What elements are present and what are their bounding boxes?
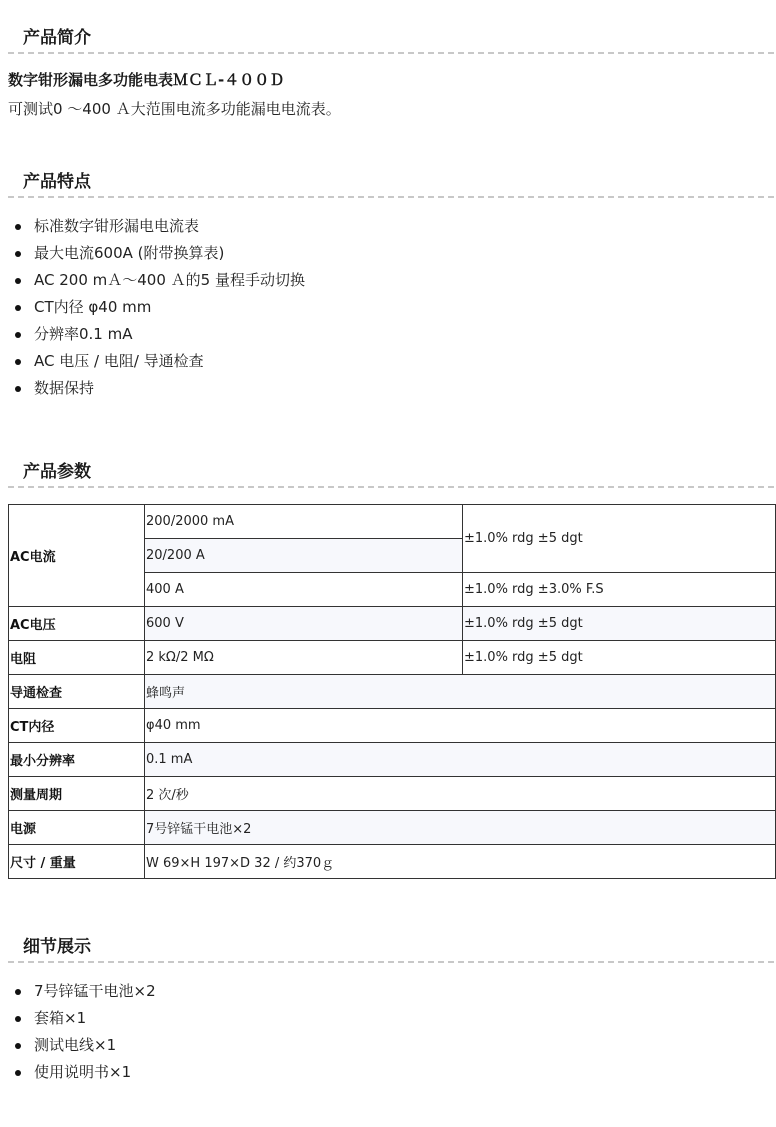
table-row [9,675,776,709]
bullet-icon [15,359,21,365]
detail-text: 测试电线×1 [34,1036,117,1054]
feature-text: AC 200 mＡ～400 Ａ的5 量程手动切换 [34,271,305,289]
param-value: 0.1 mA [145,743,776,777]
param-label-measure-period: 测量周期 [9,777,145,811]
bullet-icon [15,278,21,284]
param-accuracy: ±1.0% rdg ±3.0% F.S [463,573,776,607]
bullet-icon [15,224,21,230]
param-label-continuity: 导通检查 [9,675,145,709]
bullet-icon [15,251,21,257]
list-item [0,1032,156,1059]
param-range: 2 kΩ/2 MΩ [145,641,463,675]
detail-text: 7号锌锰干电池×2 [34,982,156,1000]
list-item [0,375,305,402]
section-title-details: 细节展示 [23,937,91,957]
bullet-icon [15,386,21,392]
list-item [0,1005,156,1032]
detail-text: 使用说明书×1 [34,1063,132,1081]
param-value: 蜂鸣声 [145,675,776,709]
section-header-details [8,937,774,963]
bullet-icon [15,1070,21,1076]
param-label-min-resolution: 最小分辨率 [9,743,145,777]
bullet-icon [15,305,21,311]
table-row [9,845,776,879]
bullet-icon [15,1043,21,1049]
feature-text: 分辨率0.1 mA [34,325,133,343]
list-item [0,978,156,1005]
table-row [9,777,776,811]
table-row [9,641,776,675]
param-label-ac-voltage: AC电压 [9,607,145,641]
param-range: 20/200 A [145,539,463,573]
product-description: 可测试0 ～400 Ａ大范围电流多功能漏电电流表。 [8,100,341,118]
bullet-icon [15,989,21,995]
param-label-power: 电源 [9,811,145,845]
param-value: 2 次/秒 [145,777,776,811]
param-range: 400 A [145,573,463,607]
list-item [0,240,305,267]
param-label-ac-current: AC电流 [9,505,145,607]
section-header-intro [8,28,774,54]
section-title-features: 产品特点 [23,172,91,192]
table-row [9,505,776,539]
bullet-icon [15,332,21,338]
list-item [0,213,305,240]
section-header-features [8,172,774,198]
feature-text: 数据保持 [34,379,95,397]
section-header-params [8,462,774,488]
param-label-resistance: 电阻 [9,641,145,675]
spec-table [8,504,776,879]
table-row [9,811,776,845]
table-row [9,743,776,777]
param-label-ct-diameter: CT内径 [9,709,145,743]
feature-text: AC 电压 / 电阻/ 导通检查 [34,352,204,370]
bullet-icon [15,1016,21,1022]
param-accuracy: ±1.0% rdg ±5 dgt [463,607,776,641]
section-title-intro: 产品简介 [23,28,91,48]
param-value: 7号锌锰干电池×2 [145,811,776,845]
param-range: 600 V [145,607,463,641]
table-row [9,607,776,641]
product-title: 数字钳形漏电多功能电表ＭＣＬ-４００Ｄ [8,71,285,89]
param-value: W 69×H 197×D 32 / 约370ｇ [145,845,776,879]
feature-text: 标准数字钳形漏电电流表 [34,217,200,235]
feature-text: 最大电流600A (附带换算表) [34,244,225,262]
details-list [0,978,156,1086]
param-accuracy: ±1.0% rdg ±5 dgt [463,505,776,573]
list-item [0,267,305,294]
param-accuracy: ±1.0% rdg ±5 dgt [463,641,776,675]
list-item [0,294,305,321]
list-item [0,1059,156,1086]
param-label-size-weight: 尺寸 / 重量 [9,845,145,879]
detail-text: 套箱×1 [34,1009,87,1027]
feature-text: CT内径 φ40 mm [34,298,152,316]
param-range: 200/2000 mA [145,505,463,539]
param-value: φ40 mm [145,709,776,743]
features-list [0,213,305,402]
section-title-params: 产品参数 [23,462,91,482]
list-item [0,321,305,348]
list-item [0,348,305,375]
table-row [9,709,776,743]
